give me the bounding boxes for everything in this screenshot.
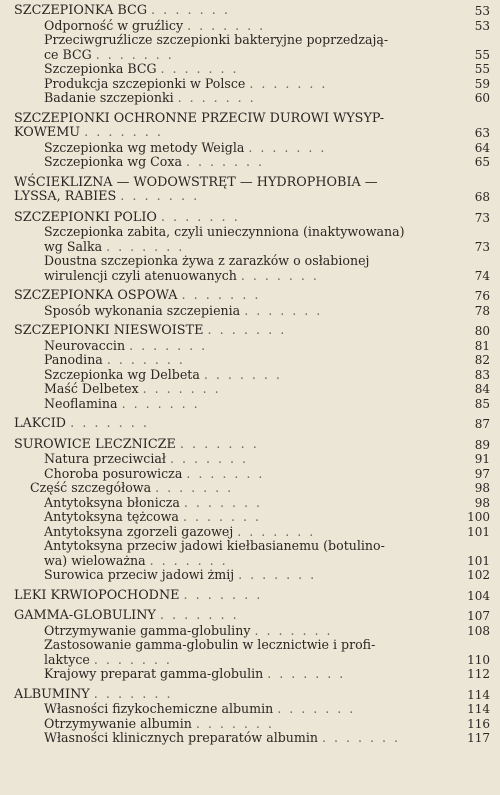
dot-leader: . . . . . . . [240,267,319,283]
dot-leader: . . . . . . . [182,509,261,524]
toc-entry-title: LAKCID [14,416,67,431]
toc-entry [14,91,492,106]
dot-leader: . . . . . . . [203,366,282,382]
toc-section-heading [14,112,492,141]
dot-leader: . . . . . . . [249,75,328,91]
toc-page-number: 85 [474,396,490,411]
toc-entry-title: GAMMA-GLOBULINY [14,608,156,623]
toc-entry-title: Szczepionka wg Coxa [44,154,183,169]
dot-leader: . . . . . . . [149,552,228,568]
toc-entry-title: ALBUMINY [14,686,90,702]
toc-page-number: 78 [474,303,490,318]
toc-entry-title: Antytoksyna błonicza [44,494,180,510]
toc-section-heading [14,211,492,226]
toc-page-number: 117 [467,731,490,745]
toc-entry-title: Natura przeciwciał [44,451,166,466]
toc-entry-title: Sposób wykonania szczepienia [44,302,241,318]
dot-leader: . . . . . . . [106,238,185,254]
dot-leader: . . . . . . . [237,523,316,539]
dot-leader: . . . . . . . [183,587,263,603]
toc-page-number: 63 [474,126,490,140]
toc-entry-title: Produkcja szczepionki w Polsce [44,75,246,91]
dot-leader: . . . . . . . [169,451,248,466]
dot-leader: . . . . . . . [93,651,172,667]
toc-entry [14,510,492,525]
toc-entry-title: Maść Delbetex [44,381,139,396]
toc-entry [14,638,492,667]
toc-entry [14,539,492,568]
dot-leader: . . . . . . . [70,416,149,431]
toc-entry [14,624,492,639]
toc-entry-title: Doustna szczepionka żywa z zarazków o osłabionej wirulencji czyli atenuowanych [44,253,370,283]
toc-section-heading [14,609,492,624]
toc-entry-title: Szczepionka BCG [44,61,157,76]
toc-page-number: 97 [474,466,490,481]
toc-page-number: 76 [474,289,490,303]
toc-entry-title: WŚCIEKLIZNA — WODOWSTRĘT — HYDROPHOBIA — LYSSA, RABIES [14,174,378,204]
dot-leader: . . . . . . . [267,666,346,681]
dot-leader: . . . . . . . [277,701,356,716]
dot-leader: . . . . . . . [195,715,274,731]
dot-leader: . . . . . . . [186,465,265,481]
toc-entry-title: Neoflamina [44,395,118,411]
dot-leader: . . . . . . . [254,622,333,638]
toc-page-number: 104 [467,588,490,603]
toc-entry-title: Choroba posurowicza [44,465,183,481]
toc-section-heading [14,4,492,19]
dot-leader: . . . . . . . [160,61,239,76]
toc-page-number: 114 [467,702,490,716]
toc-page-number: 112 [467,667,490,681]
toc-entry [14,339,492,354]
dot-leader: . . . . . . . [322,730,401,745]
dot-leader: . . . . . . . [155,480,234,495]
toc-entry-title: Szczepionka zabita, czyli unieczynniona (inaktywowana) wg Salka [44,224,405,254]
toc-page-number: 108 [467,623,490,638]
dot-leader: . . . . . . . [151,3,230,18]
dot-leader: . . . . . . . [95,46,174,62]
dot-leader: . . . . . . . [183,494,262,510]
dot-leader: . . . . . . . [120,189,200,204]
toc-section-heading [14,324,492,339]
toc-entry-title: Własności klinicznych preparatów albumin [44,730,318,745]
dot-leader: . . . . . . . [181,288,261,303]
toc-entry [14,19,492,34]
toc-page-number: 74 [474,268,490,283]
toc-page-number: 53 [474,18,490,33]
dot-leader: . . . . . . . [186,154,265,169]
toc-entry [14,304,492,319]
dot-leader: . . . . . . . [238,567,317,582]
dot-leader: . . . . . . . [160,209,240,225]
toc-page-number: 102 [467,568,490,582]
toc-entry-title: Przeciwgruźlicze szczepionki bakteryjne poprzedzają- ce BCG [44,32,389,62]
toc-page-number: 59 [474,76,490,91]
dot-leader: . . . . . . . [244,302,323,318]
toc-entry [14,141,492,156]
toc-section-heading [14,438,492,453]
toc-entry [14,225,492,254]
dot-leader: . . . . . . . [93,686,173,702]
toc-entry [14,155,492,170]
toc-entry-title: SZCZEPIONKA OSPOWA [14,288,178,303]
toc-page-number: 116 [467,716,490,731]
dot-leader: . . . . . . . [207,323,287,338]
toc-entry-title: Otrzymywanie gamma-globuliny [44,622,251,638]
toc-entry-title: Szczepionka wg Delbeta [44,366,200,382]
toc-entry-title: Surowica przeciw jadowi żmij [44,567,235,582]
toc-entry-title: Otrzymywanie albumin [44,715,192,731]
toc-entry [14,452,492,467]
toc-entry-title: Badanie szczepionki [44,90,174,105]
toc-entry-title: Własności fizykochemiczne albumin [44,701,274,716]
toc-page-number: 84 [474,382,490,396]
toc-page-number: 110 [467,652,490,667]
toc-section-heading [14,417,492,432]
toc-page-number: 53 [474,4,490,18]
dot-leader: . . . . . . . [84,125,163,140]
toc-entry [14,568,492,583]
dot-leader: . . . . . . . [187,17,266,33]
toc-entry [14,368,492,383]
toc-section-heading [14,176,492,205]
toc-entry [14,667,492,682]
toc-entry-title: Krajowy preparat gamma-globulin [44,666,264,681]
toc-entry [14,254,492,283]
toc-section-heading [14,688,492,703]
toc-page-number: 100 [467,510,490,524]
toc-entry-title: SZCZEPIONKI NIESWOISTE [14,323,204,338]
toc-page-number: 98 [474,495,490,510]
toc-entry-title: Część szczegółowa [30,480,152,495]
toc-entry [14,382,492,397]
toc-page-number: 114 [467,687,490,702]
toc-page-number: 65 [474,155,490,169]
dot-leader: . . . . . . . [159,608,239,623]
toc-entry [14,525,492,540]
toc-entry-title: Antytoksyna tężcowa [44,509,179,524]
toc-page-number: 83 [474,367,490,382]
toc-entry [14,731,492,746]
toc-page-number: 87 [474,417,490,431]
toc-section-heading [14,289,492,304]
toc-entry-title: SUROWICE LECZNICZE [14,436,176,452]
toc-entry [14,397,492,412]
toc-entry [14,717,492,732]
toc-page-number: 89 [474,437,490,452]
toc-page-number: 55 [474,62,490,76]
toc-page-number: 80 [474,324,490,338]
toc-page-number: 55 [474,47,490,62]
toc-entry-title: SZCZEPIONKI POLIO [14,209,157,225]
dot-leader: . . . . . . . [248,139,327,155]
dot-leader: . . . . . . . [179,436,259,452]
toc-entry [14,33,492,62]
toc-page-number: 98 [474,481,490,495]
toc-entry-title: Panodina [44,352,103,367]
toc-entry [14,702,492,717]
dot-leader: . . . . . . . [177,90,256,105]
toc-page-number: 101 [467,524,490,539]
toc-page-number: 68 [474,190,490,204]
toc-entry-title: Antytoksyna zgorzeli gazowej [44,523,234,539]
toc-page-number: 64 [474,140,490,155]
dot-leader: . . . . . . . [142,381,221,396]
toc-entry-title: Odporność w gruźlicy [44,17,184,33]
toc-entry-title: Neurovaccin [44,337,126,353]
toc-entry [14,77,492,92]
toc-entry [14,496,492,511]
toc-page-number: 107 [467,609,490,623]
toc-entry-title: SZCZEPIONKA BCG [14,3,148,18]
toc-page-number: 81 [474,338,490,353]
toc-entry [14,62,492,77]
toc-entry-title: LEKI KRWIOPOCHODNE [14,587,180,603]
toc-page-number: 60 [474,91,490,105]
toc-page-number: 73 [474,239,490,254]
toc-entry [14,353,492,368]
toc-page-number: 91 [474,452,490,466]
dot-leader: . . . . . . . [106,352,185,367]
toc-entry-title: Antytoksyna przeciw jadowi kiełbasianemu (botulino- wa) wieloważna [44,538,385,568]
dot-leader: . . . . . . . [129,337,208,353]
toc-page-number: 73 [474,210,490,225]
toc-section-heading [14,589,492,604]
toc-page-number: 82 [474,353,490,367]
toc-entry [14,481,492,496]
toc-entry [14,467,492,482]
dot-leader: . . . . . . . [121,395,200,411]
toc-entry-title: Szczepionka wg metody Weigla [44,139,245,155]
toc-entry-title: Zastosowanie gamma-globulin w lecznictwie i profi- laktyce [44,637,376,667]
toc-entry-title: SZCZEPIONKI OCHRONNE PRZECIW DUROWI WYSYP- KOWEMU [14,110,385,140]
toc-page-number: 101 [467,553,490,568]
